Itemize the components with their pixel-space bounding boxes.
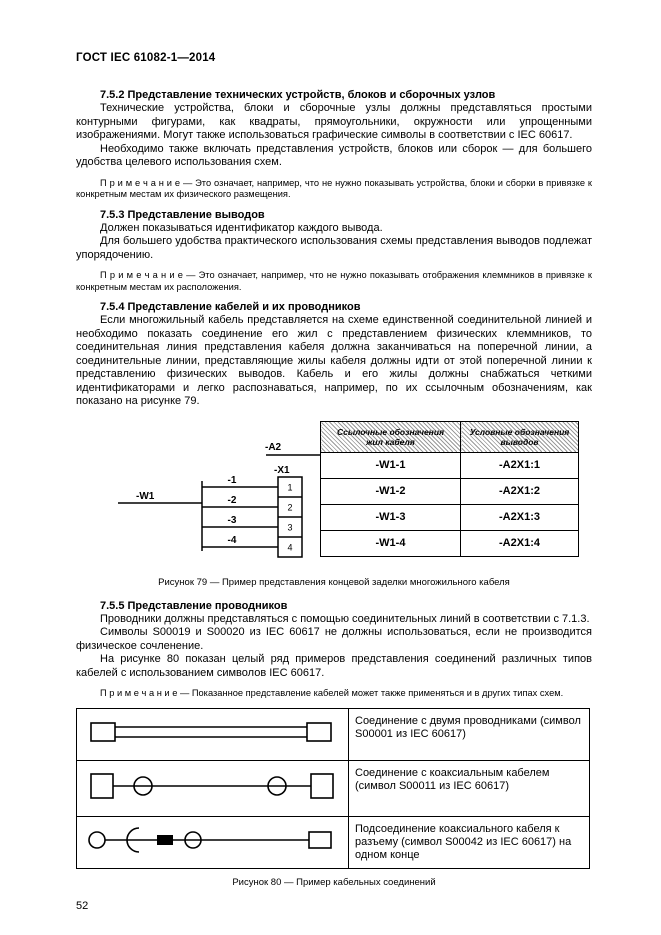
terminal-designation-cell: -A2X1:1 (461, 452, 579, 478)
table-row (77, 708, 590, 760)
connector-body-symbol (157, 835, 173, 845)
terminal-designation-cell: -A2X1:4 (461, 530, 579, 556)
paragraph: На рисунке 80 показан целый ряд примеров представления соединений различных типов кабелей с использованием символов IEC 60617. (76, 653, 592, 679)
section-heading-7-5-3: 7.5.3 Представление выводов (100, 208, 265, 221)
cable-label: -W1 (136, 490, 155, 502)
paragraph: Если многожильный кабель представляется на схеме единственной соединительной линией и необходимо показать соединение его жил с представлением физических клеммников, то соединительная линия представления кабеля должна заканчиваться на поперечной линии, а соединительные линии, представляющие жилы кабеля должны идти от этой поперечной линии к представлению физических выводов. Кабель и его жилы должны снабжаться четкими идентификаторами и легко распознаваться, например, по их ссылочным обозначениям, как показано на рисунке 79. (76, 314, 592, 407)
terminal-designation-cell: -A2X1:2 (461, 478, 579, 504)
table-row (321, 530, 579, 556)
terminal-number-4: 4 (287, 542, 293, 552)
device-terminal-box (311, 774, 333, 798)
diagram-cell (77, 816, 349, 868)
table-row (321, 478, 579, 504)
paragraph: Символы S00019 и S00020 из IEC 60617 не должны использоваться, если не производится физическое сочленение. (76, 626, 592, 652)
table-header-wire-designations: Ссылочные обозначения жил кабеля (321, 421, 461, 452)
wire-label-2: -2 (227, 494, 237, 506)
table-header-terminal-designations: Условные обозначения выводов (461, 421, 579, 452)
conductor-lines (91, 723, 331, 741)
figure79-cable-diagram (76, 419, 320, 569)
figure-80-table (76, 708, 590, 869)
figure80-caption: Рисунок 80 — Пример кабельных соединений (232, 876, 436, 888)
wire-label-1: -1 (227, 474, 237, 486)
note-paragraph: П р и м е ч а н и е — Это означает, например, что не нужно показывать устройства, блоки и сборки в привязке к конкретным местам их физического размещения. (76, 177, 592, 199)
table-row (77, 760, 590, 816)
table-row (321, 504, 579, 530)
table-row (321, 452, 579, 478)
document-page (76, 52, 592, 912)
terminal-number-3: 3 (287, 522, 293, 532)
device-terminal-box (91, 774, 113, 798)
device-label: -A2 (265, 441, 282, 453)
paragraph: Для большего удобства практического использования схемы представления выводов подлежат упорядочению. (76, 235, 592, 261)
wire-designation-cell: -W1-3 (321, 504, 461, 530)
connection-description: Подсоединение коаксиального кабеля к разъему (символ S00042 из IEC 60617) на одном конце (349, 816, 590, 868)
figure79-reference-table (320, 421, 579, 557)
wire-label-3: -3 (227, 514, 237, 526)
terminal-block-label: -X1 (274, 464, 290, 476)
section-heading-7-5-5: 7.5.5 Представление проводников (100, 599, 288, 612)
paragraph: Технические устройства, блоки и сборочные узлы должны представляться простыми контурными фигурами, как квадраты, прямоугольники, окружности или упрощенными изображениями. Могут также использоваться графические символы в соответствии с IEC 60617. (76, 102, 592, 141)
device-terminal-box (91, 723, 115, 741)
figure-79 (76, 419, 592, 569)
terminal-number-1: 1 (287, 482, 293, 492)
note-paragraph: П р и м е ч а н и е — Показанное представление кабелей может также применяться и в других типах схем. (100, 688, 564, 698)
paragraph: Проводники должны представляться с помощью соединительных линий в соответствии с 7.1.3. (100, 612, 590, 625)
conductor-and-shield (113, 777, 311, 795)
paragraph: Необходимо также включать представления устройств, блоков или сборок — для большего удобства целевого использования схем. (76, 142, 592, 168)
wire-designation-cell: -W1-1 (321, 452, 461, 478)
connection-description: Соединение с коаксиальным кабелем (символ S00011 из IEC 60617) (349, 760, 590, 816)
paragraph: Должен показываться идентификатор каждого вывода. (100, 221, 383, 234)
terminal-number-2: 2 (287, 502, 293, 512)
diagram-labels (136, 441, 293, 546)
terminal-designation-cell: -A2X1:3 (461, 504, 579, 530)
device-terminal-box (309, 832, 331, 848)
table-row (77, 816, 590, 868)
page-number: 52 (76, 899, 89, 912)
figure79-caption: Рисунок 79 — Пример представления концевой заделки многожильного кабеля (158, 576, 510, 588)
table-header-row (321, 421, 579, 452)
diagram-cell (77, 708, 349, 760)
connection-description: Соединение с двумя проводниками (символ S00001 из IEC 60617) (349, 708, 590, 760)
coax-shield-symbol (89, 832, 105, 848)
section-heading-7-5-4: 7.5.4 Представление кабелей и их проводников (100, 301, 361, 313)
coaxial-connector-diagram (77, 818, 347, 862)
note-paragraph: П р и м е ч а н и е — Это означает, например, что не нужно показывать отображения клеммников в привязке к конкретным местам их расположения. (76, 270, 592, 292)
wire-label-4: -4 (227, 534, 237, 546)
device-terminal-box (307, 723, 331, 741)
wire-designation-cell: -W1-2 (321, 478, 461, 504)
diagram-cell (77, 760, 349, 816)
wire-designation-cell: -W1-4 (321, 530, 461, 556)
section-heading-7-5-2: 7.5.2 Представление технических устройств, блоков и сборочных узлов (100, 89, 496, 101)
document-header: ГОСТ IEC 61082-1—2014 (76, 52, 216, 64)
coaxial-cable-connection-diagram (77, 762, 347, 810)
conductor-and-symbols (89, 828, 309, 852)
two-conductor-connection-diagram (77, 710, 347, 754)
